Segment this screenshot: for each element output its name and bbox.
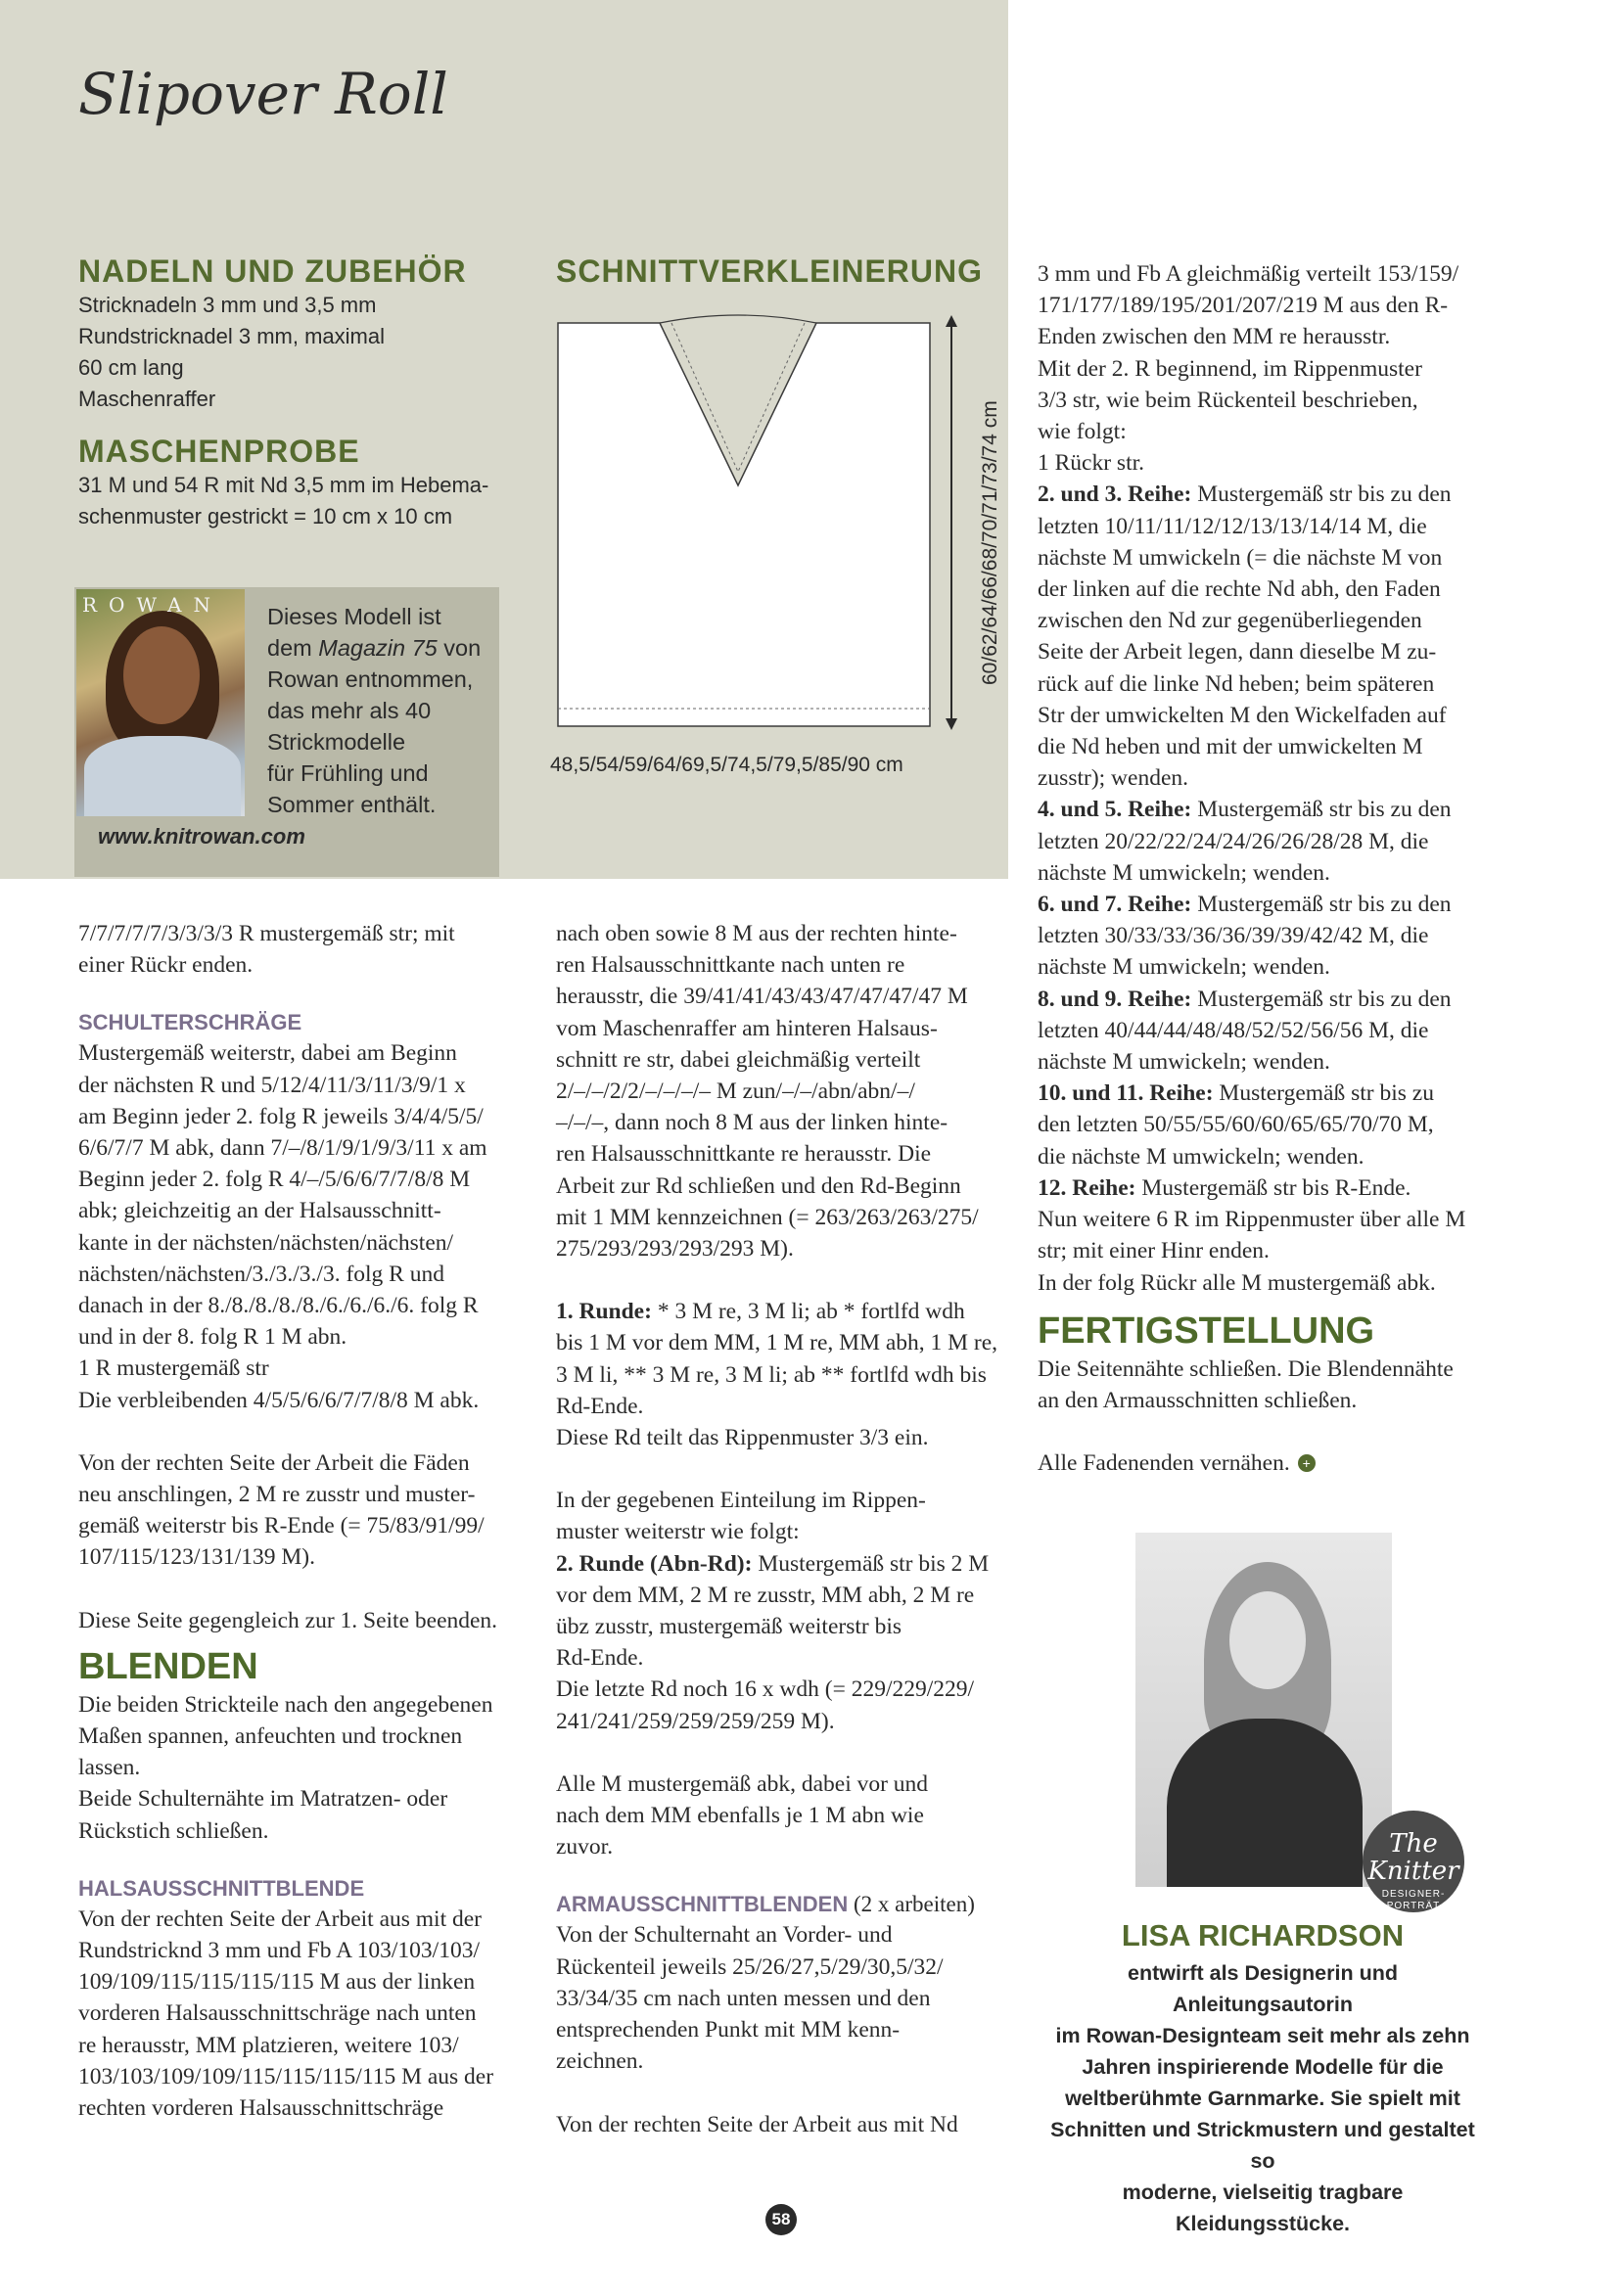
nadeln-line: Maschenraffer xyxy=(78,387,216,411)
text-line: 2/–/–/2/2/–/–/–/– M zun/–/–/abn/abn/–/ xyxy=(556,1079,915,1105)
text-line: bis 1 M vor dem MM, 1 M re, MM abh, 1 M re, xyxy=(556,1330,998,1356)
runde2-label: 2. Runde (Abn-Rd): xyxy=(556,1550,753,1577)
reihe-line: Mustergemäß str bis zu den xyxy=(1191,892,1452,918)
photo-face-shape xyxy=(1229,1591,1306,1689)
fertig-heading: FERTIGSTELLUNG xyxy=(1038,1309,1375,1352)
text-line: 109/109/115/115/115/115 M aus der linken xyxy=(78,1969,476,1996)
runde1-label: 1. Runde: xyxy=(556,1299,652,1325)
reihe-2-3 xyxy=(1038,479,1498,794)
text-line: Arbeit zur Rd schließen und den Rd-Beginn xyxy=(556,1172,961,1199)
reihe-4-5 xyxy=(1038,794,1498,889)
magazine-cover-image xyxy=(76,589,245,816)
text-line: Die Seitennähte schließen. Die Blendennähte xyxy=(1038,1355,1454,1382)
text-line: herausstr, die 39/41/41/43/43/47/47/47/47 M xyxy=(556,984,968,1010)
reihe-label: 2. und 3. Reihe: xyxy=(1038,482,1192,508)
text-line: Seite der Arbeit legen, dann dieselbe M zu- xyxy=(1038,639,1437,666)
text-line: nächste M umwickeln; wenden. xyxy=(1038,954,1330,981)
runde1-line: * 3 M re, 3 M li; ab * fortlfd wdh xyxy=(651,1299,965,1325)
text-line: 1 R mustergemäß str xyxy=(78,1355,269,1382)
text-line: danach in der 8./8./8./8./8./6./6./6./6. folg R xyxy=(78,1293,479,1319)
text-line xyxy=(1038,794,1498,825)
text-line: Rückstich schließen. xyxy=(78,1817,269,1844)
text-line: Rd-Ende. xyxy=(556,1645,644,1672)
text-line: Die letzte Rd noch 16 x wdh (= 229/229/229/ xyxy=(556,1676,975,1703)
promo-line: dem Magazin 75 von xyxy=(267,635,482,661)
reihe-10-11 xyxy=(1038,1078,1498,1172)
text-line: am Beginn jeder 2. folg R jeweils 3/4/4/5/5/ xyxy=(78,1103,484,1129)
bio-line: entwirft als Designerin und Anleitungsautorin xyxy=(1128,1961,1398,2016)
text-line: Beide Schulternähte im Matratzen- oder xyxy=(78,1786,448,1813)
reihe-12 xyxy=(1038,1172,1498,1299)
reihe-label: 6. und 7. Reihe: xyxy=(1038,892,1192,918)
text-line: schnitt re str, dabei gleichmäßig verteilt xyxy=(556,1046,921,1073)
text-line: In der folg Rückr alle M mustergemäß abk. xyxy=(1038,1269,1436,1296)
text-line: und in der 8. folg R 1 M abn. xyxy=(78,1324,347,1351)
schematic-neck-curve xyxy=(660,315,816,323)
text-line: der linken auf die rechte Nd abh, den Faden xyxy=(1038,576,1441,603)
reihe-label: 4. und 5. Reihe: xyxy=(1038,797,1192,823)
page-title: Slipover Roll xyxy=(78,61,448,127)
arm-heading-label: ARMAUSSCHNITTBLENDEN xyxy=(556,1892,849,1917)
badge-title: The Knitter xyxy=(1367,1829,1459,1886)
text-line: vor dem MM, 2 M re zusstr, MM abh, 2 M re xyxy=(556,1582,975,1608)
promo-line: Dieses Modell ist xyxy=(267,604,441,629)
text-line: lassen. xyxy=(78,1755,141,1781)
reihe-line: Mustergemäß str bis zu den xyxy=(1191,797,1452,823)
text-line: nächste M umwickeln (= die nächste M von xyxy=(1038,544,1443,571)
gegengleich-text: Diese Seite gegengleich zur 1. Seite beenden. xyxy=(78,1607,498,1633)
text-line: Von der rechten Seite der Arbeit aus mit der xyxy=(78,1906,482,1932)
text-line: str; mit einer Hinr enden. xyxy=(1038,1238,1270,1264)
runde2-line: Mustergemäß str bis 2 M xyxy=(752,1550,990,1577)
text-line: letzten 10/11/11/12/12/13/13/14/14 M, die xyxy=(1038,513,1427,539)
bio-line: im Rowan-Designteam seit mehr als zehn xyxy=(1055,2024,1470,2047)
hals-text xyxy=(78,1904,524,2124)
text-line: nächste M umwickeln; wenden. xyxy=(1038,1049,1330,1076)
text-line: entsprechenden Punkt mit MM kenn- xyxy=(556,2017,901,2043)
promo-line: das mehr als 40 xyxy=(267,698,432,723)
bio-line: moderne, vielseitig tragbare Kleidungsstücke. xyxy=(1122,2181,1404,2235)
text-line: 3 mm und Fb A gleichmäßig verteilt 153/159/ xyxy=(1038,261,1459,287)
garment-schematic xyxy=(550,309,1010,740)
hals-continued-text xyxy=(556,918,1001,1264)
text-line: rechten vorderen Halsausschnittschräge xyxy=(78,2095,444,2122)
badge-subtitle: DESIGNER-PORTRÄT xyxy=(1381,1889,1446,1911)
text-line: nächsten/nächsten/3./3./3./3. folg R und xyxy=(78,1261,444,1287)
text-line: Rundstricknd 3 mm und Fb A 103/103/103/ xyxy=(78,1938,480,1964)
bio-line: Jahren inspirierende Modelle für die xyxy=(1082,2055,1444,2079)
text-line: 3 M li, ** 3 M re, 3 M li; ab ** fortlfd wdh bis xyxy=(556,1361,987,1388)
designer-bio xyxy=(1038,1957,1488,2239)
promo-text xyxy=(267,601,492,820)
reihe-line: Mustergemäß str bis zu den xyxy=(1191,986,1452,1012)
schulter-text xyxy=(78,1037,524,1415)
text-line: Rd-Ende. xyxy=(556,1393,644,1419)
text-line: 103/103/109/109/115/115/115/115 M aus der xyxy=(78,2063,494,2089)
text-line: Die verbleibenden 4/5/5/6/6/7/7/8/8 M abk. xyxy=(78,1387,480,1413)
text-line: vom Maschenraffer am hinteren Halsaus- xyxy=(556,1015,938,1041)
text-line: Rückenteil jeweils 25/26/27,5/29/30,5/32/ xyxy=(556,1953,944,1980)
vernaehen-text: Alle Fadenenden vernähen. xyxy=(1038,1450,1290,1477)
reihe-line: Mustergemäß str bis zu den xyxy=(1191,482,1452,508)
text-line: In der gegebenen Einteilung im Rippen- xyxy=(556,1488,926,1514)
einteilung-text xyxy=(556,1485,1001,1547)
text-line: muster weiterstr wie folgt: xyxy=(556,1519,800,1545)
intro-line: 7/7/7/7/7/3/3/3/3 R mustergemäß str; mit xyxy=(78,921,455,946)
text-line: den letzten 50/55/55/60/60/65/65/70/70 M, xyxy=(1038,1112,1434,1138)
text-line: 241/241/259/259/259/259 M). xyxy=(556,1708,835,1734)
runde1-text xyxy=(556,1296,1001,1453)
blenden-heading: BLENDEN xyxy=(78,1645,258,1687)
maschenprobe-text xyxy=(78,470,524,532)
nadeln-heading: NADELN UND ZUBEHÖR xyxy=(78,253,467,289)
reihe-line: Mustergemäß str bis R-Ende. xyxy=(1135,1174,1411,1201)
text-line xyxy=(1038,479,1498,510)
text-line xyxy=(556,1296,1001,1327)
bio-line: Schnitten und Strickmustern und gestaltet so xyxy=(1050,2118,1475,2173)
text-line: mit 1 MM kennzeichnen (= 263/263/263/275/ xyxy=(556,1204,979,1230)
designer-name: LISA RICHARDSON xyxy=(1121,1918,1405,1952)
materials-block xyxy=(78,253,524,532)
text-line: 107/115/123/131/139 M). xyxy=(78,1544,315,1571)
text-line: zeichnen. xyxy=(556,2048,644,2075)
hals-heading: HALSAUSSCHNITTBLENDE xyxy=(78,1875,365,1901)
text-line: 171/177/189/195/201/207/219 M aus den R- xyxy=(1038,293,1449,319)
text-line: abk; gleichzeitig an der Halsausschnitt- xyxy=(78,1198,441,1224)
text-line: Mustergemäß weiterstr, dabei am Beginn xyxy=(78,1040,457,1067)
promo-line: Rowan entnommen, xyxy=(267,666,474,692)
arm-heading xyxy=(556,1890,1001,1919)
column-1 xyxy=(78,918,524,2124)
text-line: 6/6/7/7 M abk, dann 7/–/8/1/9/1/9/3/11 x am xyxy=(78,1135,487,1162)
text-line: letzten 40/44/44/48/48/52/52/56/56 M, die xyxy=(1038,1017,1429,1043)
promo-line: Sommer enthält. xyxy=(267,792,437,817)
vernaehen-line xyxy=(1038,1447,1498,1479)
text-line: letzten 30/33/33/36/36/39/39/42/42 M, die xyxy=(1038,923,1429,949)
text-line: Beginn jeder 2. folg R 4/–/5/6/6/7/7/8/8 M xyxy=(78,1167,471,1193)
text-line: Enden zwischen den MM re herausstr. xyxy=(1038,324,1391,350)
text-line: kante in der nächsten/nächsten/nächsten/ xyxy=(78,1229,454,1256)
schulter-heading: SCHULTERSCHRÄGE xyxy=(78,1010,302,1035)
arm-heading-suffix: (2 x arbeiten) xyxy=(848,1892,975,1917)
maschenprobe-line: 31 M und 54 R mit Nd 3,5 mm im Hebema- xyxy=(78,473,489,497)
reihe-6-7 xyxy=(1038,889,1498,984)
cover-sweater-shape xyxy=(84,736,241,816)
faeden-text xyxy=(78,1447,524,1574)
text-line: an den Armausschnitten schließen. xyxy=(1038,1387,1358,1413)
nadeln-list xyxy=(78,290,524,415)
text-line: die nächste M umwickeln; wenden. xyxy=(1038,1143,1365,1170)
schematic-outline xyxy=(558,323,930,726)
last-line: Von der rechten Seite der Arbeit aus mit Nd xyxy=(556,2111,958,2137)
text-line: der nächsten R und 5/12/4/11/3/11/3/9/1 x xyxy=(78,1072,466,1098)
text-line: ren Halsausschnittkante re herausstr. Die xyxy=(556,1141,932,1168)
nadeln-line: 60 cm lang xyxy=(78,355,184,380)
text-line: –/–/–, dann noch 8 M aus der linken hinte- xyxy=(556,1110,948,1136)
knitter-badge-logo xyxy=(1363,1811,1464,1912)
text-line: 1 Rückr str. xyxy=(1038,450,1145,477)
nadeln-line: Stricknadeln 3 mm und 3,5 mm xyxy=(78,293,377,317)
text-line: letzten 20/22/22/24/24/26/26/28/28 M, die xyxy=(1038,828,1429,854)
text-line: Mit der 2. R beginnend, im Rippenmuster xyxy=(1038,355,1422,382)
column-2 xyxy=(556,918,1001,2140)
text-line: nach oben sowie 8 M aus der rechten hinte- xyxy=(556,921,957,946)
blenden-text xyxy=(78,1689,524,1847)
cover-brand-logo: ROWAN xyxy=(82,593,222,617)
text-line: re herausstr, MM platzieren, weitere 103/ xyxy=(78,2032,459,2058)
runde2-text xyxy=(556,1548,1001,1737)
height-dimension-label: 60/62/64/66/68/70/71/73/74 cm xyxy=(979,400,1001,685)
text-line: zwischen den Nd zur gegenüberliegenden xyxy=(1038,608,1422,634)
reihe-label: 10. und 11. Reihe: xyxy=(1038,1080,1214,1107)
text-line: zusstr); wenden. xyxy=(1038,765,1189,792)
text-line xyxy=(1038,1172,1498,1204)
text-line: rück auf die linke Nd heben; beim späteren xyxy=(1038,670,1435,697)
end-symbol-icon: + xyxy=(1298,1454,1316,1472)
reihe-8-9 xyxy=(1038,984,1498,1079)
maschenprobe-heading: MASCHENPROBE xyxy=(78,434,360,469)
photo-body-shape xyxy=(1167,1719,1363,1887)
text-line: Von der Schulternaht an Vorder- und xyxy=(556,1922,893,1949)
designer-photo xyxy=(1135,1533,1392,1887)
text-line: 33/34/35 cm nach unten messen und den xyxy=(556,1985,931,2011)
promo-line: Strickmodelle xyxy=(267,729,406,755)
text-line: Str der umwickelten M den Wickelfaden auf xyxy=(1038,702,1447,728)
reihe-label: 8. und 9. Reihe: xyxy=(1038,986,1192,1012)
text-line: wie folgt: xyxy=(1038,419,1127,445)
reihe-line: Mustergemäß str bis zu xyxy=(1213,1080,1434,1107)
text-line: nach dem MM ebenfalls je 1 M abn wie xyxy=(556,1803,924,1829)
text-line: Nun weitere 6 R im Rippenmuster über alle M xyxy=(1038,1207,1466,1233)
arm-continued-text xyxy=(1038,258,1498,479)
text-line xyxy=(1038,889,1498,920)
text-line: übz zusstr, mustergemäß weiterstr bis xyxy=(556,1614,902,1640)
height-arrow-head-bottom xyxy=(946,718,957,730)
promo-url-link[interactable]: www.knitrowan.com xyxy=(98,824,305,849)
text-line: ren Halsausschnittkante nach unten re xyxy=(556,952,905,979)
text-line: vorderen Halsausschnittschräge nach unten xyxy=(78,2000,477,2027)
arm-text xyxy=(556,1919,1001,2077)
nadeln-line: Rundstricknadel 3 mm, maximal xyxy=(78,324,385,348)
text-line: die Nd heben und mit der umwickelten M xyxy=(1038,734,1423,760)
text-line xyxy=(1038,984,1498,1015)
text-line: neu anschlingen, 2 M re zusstr und muster- xyxy=(78,1482,476,1508)
text-line xyxy=(556,1548,1001,1580)
schnitt-heading: SCHNITTVERKLEINERUNG xyxy=(556,253,984,289)
text-line: Diese Rd teilt das Rippenmuster 3/3 ein. xyxy=(556,1425,929,1451)
maschenprobe-line: schenmuster gestrickt = 10 cm x 10 cm xyxy=(78,504,453,528)
text-line: Alle M mustergemäß abk, dabei vor und xyxy=(556,1770,929,1797)
text-line: 3/3 str, wie beim Rückenteil beschrieben, xyxy=(1038,387,1418,413)
text-line: Maßen spannen, anfeuchten und trocknen xyxy=(78,1723,463,1750)
promo-line: für Frühling und xyxy=(267,760,429,786)
text-line: Von der rechten Seite der Arbeit die Fäden xyxy=(78,1449,470,1476)
cover-face-shape xyxy=(123,626,200,724)
text-line xyxy=(1038,1078,1498,1109)
reihe-label: 12. Reihe: xyxy=(1038,1174,1136,1201)
text-line: gemäß weiterstr bis R-Ende (= 75/83/91/99/ xyxy=(78,1513,485,1539)
height-arrow-head-top xyxy=(946,315,957,327)
abk-text xyxy=(556,1768,1001,1863)
page-number: 58 xyxy=(765,2204,797,2235)
bio-line: weltberühmte Garnmarke. Sie spielt mit xyxy=(1065,2087,1460,2110)
width-dimension-label: 48,5/54/59/64/69,5/74,5/79,5/85/90 cm xyxy=(550,754,903,776)
text-line: Die beiden Strickteile nach den angegebenen xyxy=(78,1691,493,1718)
schematic-block xyxy=(556,253,1001,290)
text-line: nächste M umwickeln; wenden. xyxy=(1038,859,1330,886)
text-line: zuvor. xyxy=(556,1834,614,1860)
intro-line: einer Rückr enden. xyxy=(78,952,254,979)
column-3 xyxy=(1038,258,1498,1479)
fertig-text xyxy=(1038,1354,1498,1416)
text-line: 275/293/293/293/293 M). xyxy=(556,1236,794,1263)
